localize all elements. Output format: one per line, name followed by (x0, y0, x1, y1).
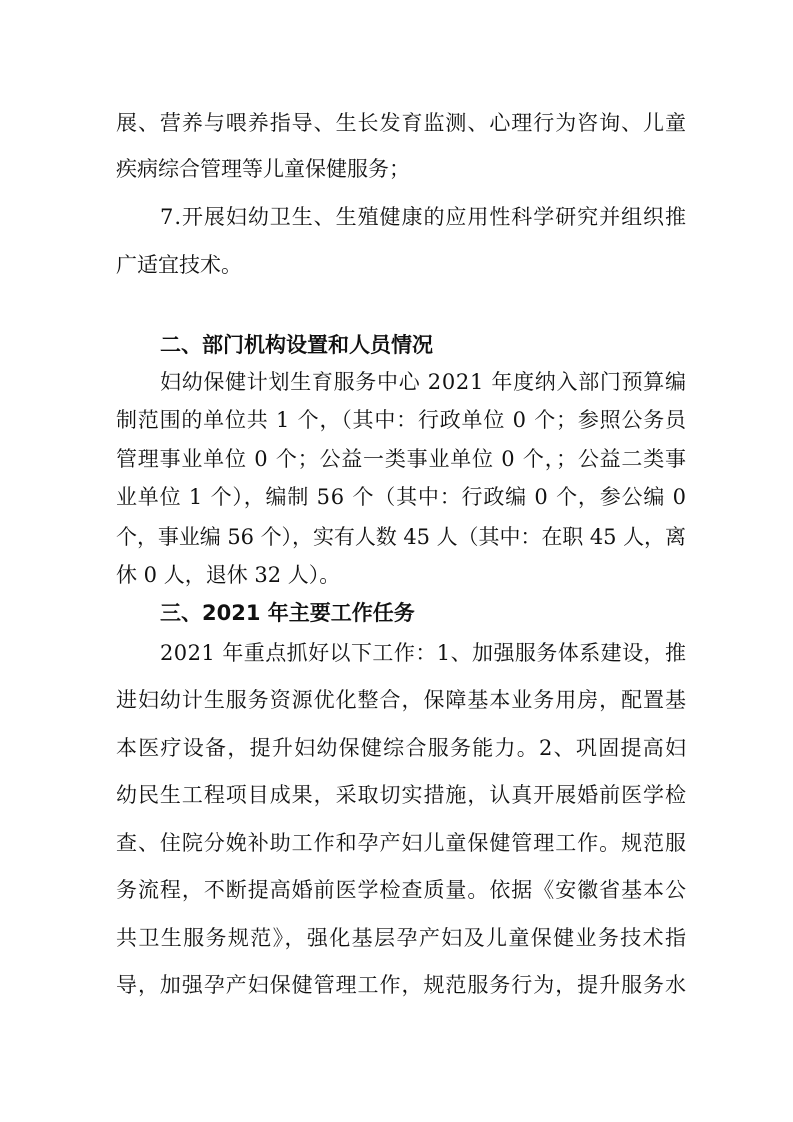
paragraph-line: 7.开展妇幼卫生、生殖健康的应用性科学研究并组织推 (160, 205, 687, 229)
section-heading: 二、部门机构设置和人员情况 (160, 333, 433, 357)
paragraph-line: 共卫生服务规范》，强化基层孕产妇及儿童保健业务技术指 (116, 926, 688, 950)
paragraph-line: 业单位 1 个），编制 56 个（其中：行政编 0 个，参公编 0 (116, 485, 687, 509)
paragraph-line: 疾病综合管理等儿童保健服务； (116, 157, 410, 181)
paragraph-line: 广适宜技术。 (116, 253, 242, 277)
paragraph-line: 导，加强孕产妇保健管理工作，规范服务行为，提升服务水 (116, 973, 687, 997)
paragraph-line: 个，事业编 56 个），实有人数 45 人（其中：在职 45 人，离 (116, 525, 686, 549)
paragraph-line: 查、住院分娩补助工作和孕产妇儿童保健管理工作。规范服 (116, 831, 687, 855)
paragraph-line: 2021 年重点抓好以下工作：1、加强服务体系建设，推 (160, 641, 687, 665)
paragraph-line: 进妇幼计生服务资源优化整合，保障基本业务用房，配置基 (116, 688, 687, 712)
paragraph-line: 幼民生工程项目成果，采取切实措施，认真开展婚前医学检 (116, 783, 687, 807)
paragraph-line: 制范围的单位共 1 个，（其中：行政单位 0 个；参照公务员 (116, 408, 687, 432)
paragraph-line: 展、营养与喂养指导、生长发育监测、心理行为咨询、儿童 (116, 111, 687, 135)
paragraph-line: 休 0 人，退休 32 人）。 (116, 563, 341, 587)
paragraph-line: 妇幼保健计划生育服务中心 2021 年度纳入部门预算编 (160, 370, 687, 394)
section-heading: 三、2021 年主要工作任务 (160, 601, 415, 625)
paragraph-line: 务流程，不断提高婚前医学检查质量。依据《安徽省基本公 (116, 878, 687, 902)
paragraph-line: 本医疗设备，提升妇幼保健综合服务能力。2、巩固提高妇 (116, 736, 688, 760)
paragraph-line: 管理事业单位 0 个；公益一类事业单位 0 个，；公益二类事 (116, 447, 687, 471)
